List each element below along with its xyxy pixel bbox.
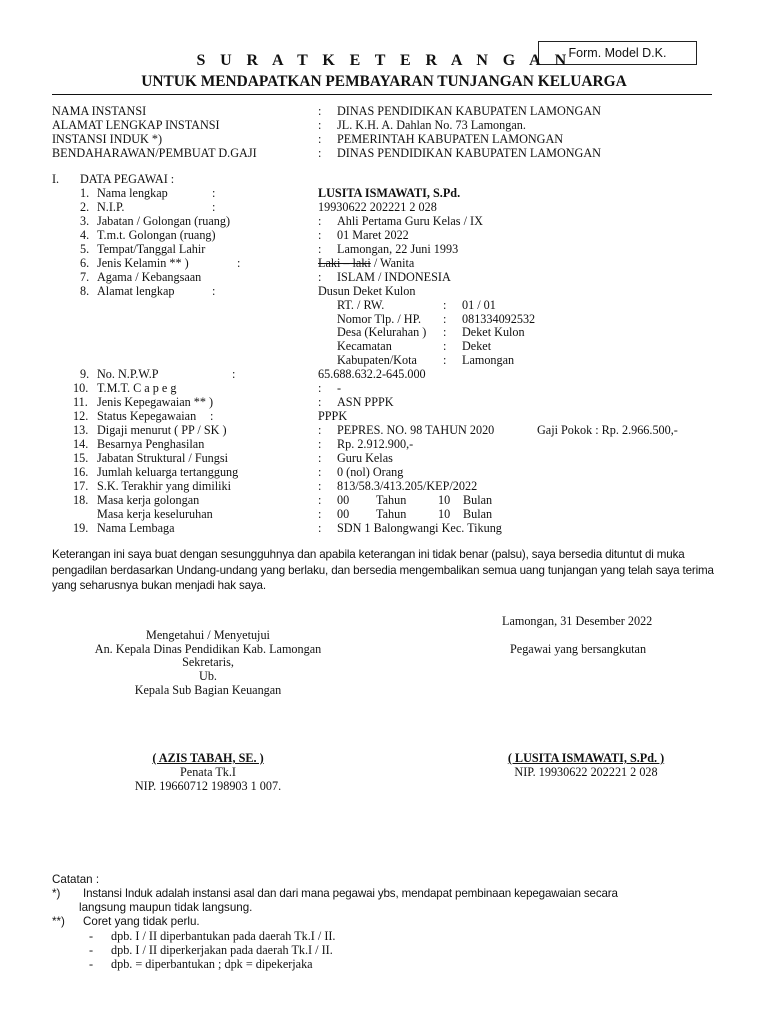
- item-label: Masa kerja keseluruhan: [97, 507, 213, 521]
- item-value: Lamongan, 22 Juni 1993: [337, 242, 459, 256]
- item-label: No. N.P.W.P: [97, 367, 159, 381]
- address-sep: :: [443, 325, 447, 339]
- item-label: Alamat lengkap: [97, 284, 175, 298]
- basic-salary: Gaji Pokok : Rp. 2.966.500,-: [537, 423, 678, 437]
- item-value-gender: [318, 256, 414, 270]
- item-sep: :: [318, 381, 322, 395]
- header-label: NAMA INSTANSI: [52, 104, 147, 118]
- item-number: 17.: [73, 479, 89, 493]
- item-label: Nama Lembaga: [97, 521, 175, 535]
- years-value: 00: [337, 493, 350, 507]
- item-label: Tempat/Tanggal Lahir: [97, 242, 206, 256]
- note-text: Coret yang tidak perlu.: [83, 915, 200, 928]
- item-number: 6.: [80, 256, 90, 270]
- item-sep: :: [318, 437, 322, 451]
- item-value: ASN PPPK: [337, 395, 394, 409]
- item-value: Rp. 2.912.900,-: [337, 437, 414, 451]
- item-label: Jumlah keluarga tertanggung: [97, 465, 239, 479]
- item-number: 1.: [80, 186, 90, 200]
- item-label: Jabatan / Golongan (ruang): [97, 214, 231, 228]
- item-value: -: [337, 381, 342, 395]
- item-label: T.m.t. Golongan (ruang): [97, 228, 216, 242]
- item-sep: :: [318, 423, 322, 437]
- item-label: T.M.T. C a p e g: [97, 381, 177, 395]
- address-label: Kecamatan: [337, 339, 392, 353]
- note-marker: **): [52, 915, 65, 928]
- item-sep: :: [212, 200, 216, 214]
- statement-paragraph: Keterangan ini saya buat dengan sesungguhnya dan apabila keterangan ini tidak benar (palsu), saya bersedia dituntut di muka pengadilan berdasarkan Undang-undang yang berlaku, dan bersedia mengembalikan semua uang tunjangan yang telah saya terima yang seharusnya bukan menjadi hak saya.: [52, 548, 714, 592]
- header-sep: :: [318, 132, 322, 146]
- employee-name-text: ( LUSITA ISMAWATI, S.Pd. ): [507, 751, 665, 765]
- item-number: 3.: [80, 214, 90, 228]
- place-date: Lamongan, 31 Desember 2022: [502, 614, 653, 628]
- notes-title: Catatan :: [52, 873, 100, 886]
- header-value: DINAS PENDIDIKAN KABUPATEN LAMONGAN: [337, 146, 601, 160]
- item-number: 11.: [73, 395, 88, 409]
- item-value: Dusun Deket Kulon: [318, 284, 416, 298]
- item-number: 16.: [73, 465, 89, 479]
- bullet-dash: -: [89, 957, 94, 971]
- employee-sign-caption: Pegawai yang bersangkutan: [510, 642, 647, 656]
- item-value: 01 Maret 2022: [337, 228, 409, 242]
- item-label: Status Kepegawaian: [97, 409, 197, 423]
- years-unit: Tahun: [376, 507, 407, 521]
- approval-line: Kepala Sub Bagian Keuangan: [134, 683, 282, 697]
- item-value: PEPRES. NO. 98 TAHUN 2020: [337, 423, 495, 437]
- item-label: Besarnya Penghasilan: [97, 437, 205, 451]
- header-label: INSTANSI INDUK *): [52, 132, 163, 146]
- item-number: 2.: [80, 200, 90, 214]
- approver-nip: NIP. 19660712 198903 1 007.: [134, 779, 282, 793]
- item-sep: :: [318, 395, 322, 409]
- address-sep: :: [443, 339, 447, 353]
- document-title: S U R A T K E T E R A N G A N: [196, 52, 572, 69]
- item-number: 12.: [73, 409, 89, 423]
- selected-option: / Wanita: [370, 256, 415, 270]
- item-label: S.K. Terakhir yang dimiliki: [97, 479, 231, 493]
- item-value: 0 (nol) Orang: [337, 465, 404, 479]
- item-sep: :: [212, 284, 216, 298]
- item-sep: :: [318, 493, 322, 507]
- item-sep: :: [212, 186, 216, 200]
- header-value: DINAS PENDIDIKAN KABUPATEN LAMONGAN: [337, 104, 601, 118]
- address-label: Nomor Tlp. / HP.: [337, 312, 422, 326]
- item-number: 9.: [80, 367, 90, 381]
- header-label: BENDAHARAWAN/PEMBUAT D.GAJI: [52, 146, 257, 160]
- item-label: Jabatan Struktural / Fungsi: [97, 451, 229, 465]
- item-sep: :: [232, 367, 236, 381]
- item-value: ISLAM / INDONESIA: [337, 270, 451, 284]
- approval-line: Mengetahui / Menyetujui: [146, 628, 270, 642]
- item-value: Guru Kelas: [337, 451, 393, 465]
- header-sep: :: [318, 146, 322, 160]
- title-divider: [52, 94, 712, 95]
- item-label: N.I.P.: [97, 200, 125, 214]
- employee-nip: NIP. 19930622 202221 2 028: [514, 765, 658, 779]
- header-value: JL. K.H. A. Dahlan No. 73 Lamongan.: [337, 118, 526, 132]
- item-value: 65.688.632.2-645.000: [318, 367, 426, 381]
- item-label: Masa kerja golongan: [97, 493, 200, 507]
- item-value: 19930622 202221 2 028: [318, 200, 437, 214]
- item-number: 8.: [80, 284, 90, 298]
- address-label: Kabupaten/Kota: [337, 353, 417, 367]
- note-text: Instansi Induk adalah instansi asal dan dari mana pegawai ybs, mendapat pembinaan kepegawaian secara: [83, 887, 618, 900]
- note-bullet: dpb. I / II diperbantukan pada daerah Tk.I / II.: [111, 929, 336, 943]
- months-value: 10: [438, 493, 451, 507]
- item-number: 10.: [73, 381, 89, 395]
- note-bullet: dpb. = diperbantukan ; dpk = dipekerjaka: [111, 957, 313, 971]
- address-value: Lamongan: [462, 353, 515, 367]
- employee-name: [436, 751, 736, 765]
- header-label: ALAMAT LENGKAP INSTANSI: [52, 118, 220, 132]
- item-value: PPPK: [318, 409, 348, 423]
- months-unit: Bulan: [463, 507, 493, 521]
- item-number: 13.: [73, 423, 89, 437]
- approval-line: Sekretaris,: [182, 655, 234, 669]
- address-value: 081334092532: [462, 312, 536, 326]
- address-sep: :: [443, 298, 447, 312]
- item-sep: :: [210, 409, 214, 423]
- approver-name: [58, 751, 358, 765]
- bullet-dash: -: [89, 943, 94, 957]
- item-sep: :: [318, 242, 322, 256]
- approver-name-text: ( AZIS TABAH, SE. ): [152, 751, 264, 765]
- item-label: Jenis Kelamin ** ): [97, 256, 189, 270]
- section-number: I.: [52, 172, 60, 186]
- years-unit: Tahun: [376, 493, 407, 507]
- item-number: 7.: [80, 270, 90, 284]
- item-sep: :: [318, 451, 322, 465]
- item-label: Jenis Kepegawaian ** ): [97, 395, 214, 409]
- item-value: SDN 1 Balongwangi Kec. Tikung: [337, 521, 502, 535]
- header-value: PEMERINTAH KABUPATEN LAMONGAN: [337, 132, 564, 146]
- item-sep: :: [318, 270, 322, 284]
- item-number: 4.: [80, 228, 90, 242]
- header-sep: :: [318, 118, 322, 132]
- address-value: 01 / 01: [462, 298, 496, 312]
- item-label: Agama / Kebangsaan: [97, 270, 202, 284]
- note-marker: *): [52, 887, 61, 900]
- item-number: 14.: [73, 437, 89, 451]
- section-title: DATA PEGAWAI :: [80, 172, 175, 186]
- address-sep: :: [443, 312, 447, 326]
- item-label: Digaji menurut ( PP / SK ): [97, 423, 227, 437]
- document-subtitle: UNTUK MENDAPATKAN PEMBAYARAN TUNJANGAN KELUARGA: [141, 73, 627, 90]
- address-value: Deket Kulon: [462, 325, 525, 339]
- address-label: RT. / RW.: [337, 298, 385, 312]
- approval-line: An. Kepala Dinas Pendidikan Kab. Lamongan: [94, 642, 322, 656]
- header-sep: :: [318, 104, 322, 118]
- months-unit: Bulan: [463, 493, 493, 507]
- bullet-dash: -: [89, 929, 94, 943]
- approver-rank: Penata Tk.I: [180, 765, 236, 779]
- item-value: 813/58.3/413.205/KEP/2022: [337, 479, 478, 493]
- item-value-name: LUSITA ISMAWATI, S.Pd.: [318, 186, 461, 200]
- note-text: langsung maupun tidak langsung.: [79, 901, 253, 914]
- struck-option: Laki – laki: [318, 256, 371, 270]
- years-value: 00: [337, 507, 350, 521]
- item-number: 19.: [73, 521, 89, 535]
- item-number: 15.: [73, 451, 89, 465]
- item-sep: :: [318, 228, 322, 242]
- address-value: Deket: [462, 339, 492, 353]
- item-sep: :: [237, 256, 241, 270]
- approval-line: Ub.: [199, 669, 217, 683]
- item-number: 18.: [73, 493, 89, 507]
- item-number: 5.: [80, 242, 90, 256]
- item-sep: :: [318, 465, 322, 479]
- note-bullet: dpb. I / II diperkerjakan pada daerah Tk.I / II.: [111, 943, 333, 957]
- item-label: Nama lengkap: [97, 186, 168, 200]
- address-sep: :: [443, 353, 447, 367]
- item-value: Ahli Pertama Guru Kelas / IX: [337, 214, 483, 228]
- form-model-box: Form. Model D.K.: [538, 41, 697, 65]
- item-sep: :: [318, 507, 322, 521]
- months-value: 10: [438, 507, 451, 521]
- item-sep: :: [318, 214, 322, 228]
- address-label: Desa (Kelurahan ): [337, 325, 427, 339]
- item-sep: :: [318, 479, 322, 493]
- item-sep: :: [318, 521, 322, 535]
